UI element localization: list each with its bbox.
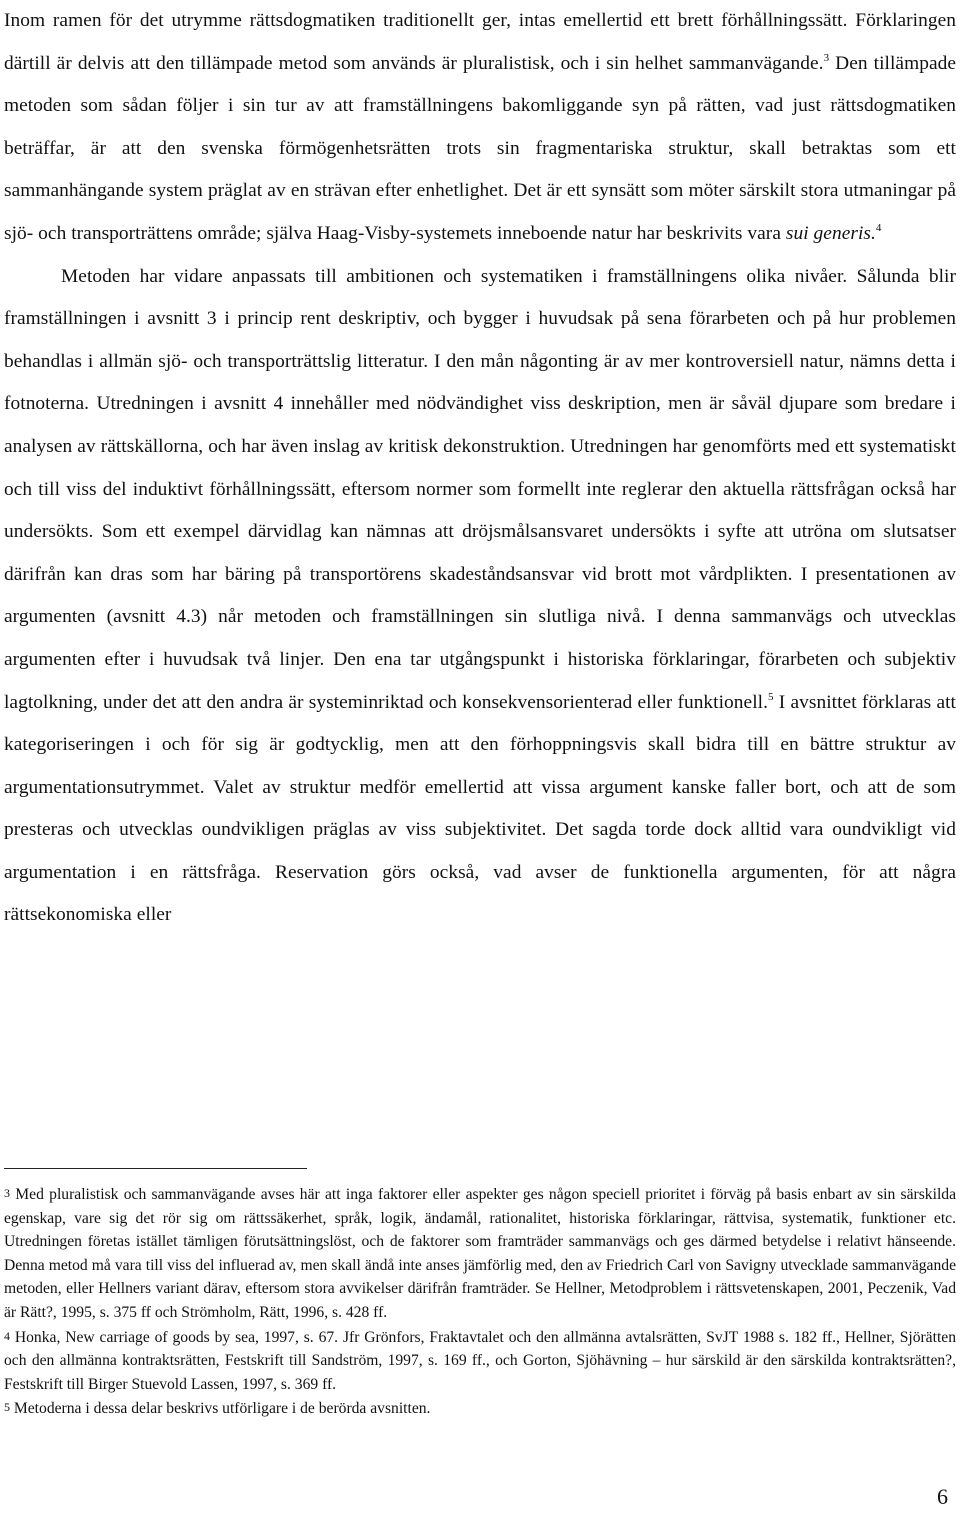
footnote-text: Honka, New carriage of goods by sea, 1997, s. 67. Jfr Grönfors, Fraktavtalet och den allmänna avtalsrätten, SvJT 1988 s. 182 ff., Hellner, Sjörätten och den allmänna kontraktsrätten, Festskrift till Sandström, 1997, s. 169 ff., och Gorton, Sjöhävning – hur särskild är den särskilda kontraktsrätten?, Festskrift till Birger Stuevold Lassen, 1997, s. 369 ff. [4,1328,956,1393]
footnote-3 [4,1182,956,1325]
paragraph-2-text-b: I avsnittet förklaras att kategoriseringen i och för sig är godtycklig, men att den förhoppningsvis skall bidra till en bättre struktur av argumentationsutrymmet. Valet av struktur medför emellertid att vissa argument kanske faller bort, och att de som presteras och utvecklas oundvikligen präglas av viss subjektivitet. Det sagda torde dock alltid vara oundvikligt vid argumentation i en rättsfråga. Reservation görs också, vad avser de funktionella argumenten, för att några rättsekonomiska eller [4,691,956,926]
footnote-ref-4[interactable]: 4 [875,221,882,234]
footnote-5 [4,1396,956,1421]
italic-sui-generis: sui generis. [785,222,876,244]
body-text [4,0,956,937]
paragraph-1-text-a: Inom ramen för det utrymme rättsdogmatiken traditionellt ger, intas emellertid ett brett förhållningssätt. Förklaringen därtill är delvis att den tillämpade metod som används är pluralistisk, och i sin helhet sammanvägande. [4,10,956,74]
paragraph-2 [4,256,956,938]
paragraph-1-text-b: Den tillämpade metoden som sådan följer i sin tur av att framställningens bakomliggande syn på rätten, vad just rättsdogmatiken beträffar, är att den svenska förmögenhetsrätten trots sin fragmentariska struktur, skall betraktas som ett sammanhängande system präglat av en strävan efter enhetlighet. Det är ett synsätt som möter särskilt stora utmaningar på sjö- och transporträttens område; själva Haag-Visby-systemets inneboende natur har beskrivits vara [4,52,957,244]
paragraph-2-text-a: Metoden har vidare anpassats till ambitionen och systematiken i framställningens olika nivåer. Sålunda blir framställningen i avsnitt 3 i princip rent deskriptiv, och bygger i huvudsak på sena förarbeten och på hur problemen behandlas i allmän sjö- och transporträttslig litteratur. I den mån någonting är av mer kontroversiell natur, nämns detta i fotnoterna. Utredningen i avsnitt 4 innehåller med nödvändighet viss deskription, men är såväl djupare som bredare i analysen av rättskällorna, och har även inslag av kritisk dekonstruktion. Utredningen har genomförts med ett systematiskt och till viss del induktivt förhållningssätt, eftersom normer som formellt inte reglerar den aktuella rättsfrågan också har undersökts. Som ett exempel därvidlag kan nämnas att dröjsmålsansvaret undersökts i syfte att utröna om slutsatser därifrån kan dras som har bäring på transportörens skadeståndsansvar vid brott mot vårdplikten. I presentationen av argumenten (avsnitt 4.3) når metoden och framställningen sin slutliga nivå. I denna sammanvägs och utvecklas argumenten efter i huvudsak två linjer. Den ena tar utgångspunkt i historiska förklaringar, förarbeten och subjektiv lagtolkning, under det att den andra är systeminriktad och konsekvensorienterad eller funktionell. [4,265,956,713]
paragraph-1 [4,0,956,256]
document-page [4,0,956,1525]
footnote-4 [4,1325,956,1397]
footnote-ref-5[interactable]: 5 [767,690,774,703]
footnote-separator [4,1168,307,1169]
footnote-text: Med pluralistisk och sammanvägande avses här att inga faktorer eller aspekter ges någon speciell prioritet i förväg på basis enbart av sin särskilda egenskap, vare sig det rör sig om rättssäkerhet, språk, logik, ändamål, rationalitet, historiska förklaringar, rättvisa, systematik, funktioner etc. Utredningen företas istället tämligen förutsättningslöst, och de faktorer som framträder sammanvägs och ges därmed betydelse i relativt hänseende. Denna metod må vara till viss del influerad av, men skall ändå inte anses jämförlig med, den av Friedrich Carl von Savigny utvecklade sammanvägande metoden, eller Hellners variant därav, eftersom stora avvikelser därifrån framträder. Se Hellner, Metodproblem i rättsvetenskapen, 2001, Peczenik, Vad är Rätt?, 1995, s. 375 ff och Strömholm, Rätt, 1996, s. 428 ff. [4,1186,956,1321]
footnote-number: 5 [4,1400,10,1415]
footnote-text: Metoderna i dessa delar beskrivs utförligare i de berörda avsnitten. [10,1400,431,1418]
footnote-number: 3 [4,1186,10,1200]
page-number: 6 [937,1484,948,1509]
footnote-ref-3[interactable]: 3 [823,51,830,64]
footnote-number: 4 [4,1328,10,1343]
footnotes [4,1182,956,1421]
